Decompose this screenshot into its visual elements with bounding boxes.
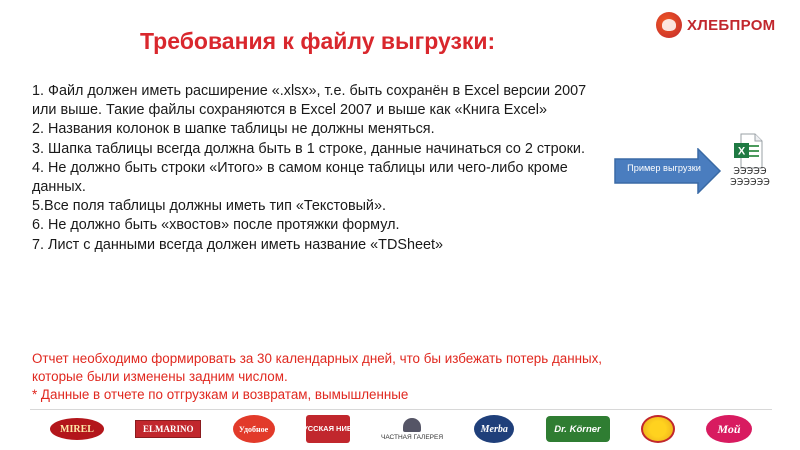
svg-text:X: X: [737, 145, 746, 158]
requirement-item: 4. Не должно быть строки «Итого» в самом конце таблицы или чего-либо кроме данных.: [32, 159, 568, 196]
file-caption: ЭЭЭЭЭ ЭЭЭЭЭЭ: [730, 166, 770, 188]
brand-strip: [30, 412, 772, 446]
brand-elmarino: [135, 420, 201, 438]
requirement-item: 3. Шапка таблицы всегда должна быть в 1 строке, данные начинаться со 2 строки.: [32, 140, 585, 157]
brand-dr-korner-text: Dr. Körner: [554, 423, 601, 435]
brand-dr-korner: [546, 416, 610, 442]
requirements-list: [32, 82, 602, 255]
requirement-item: 5.Все поля таблицы должны иметь тип «Текстовый».: [32, 198, 386, 215]
example-label: Пример выгрузки: [627, 163, 701, 173]
brand-chastnaya-galereya-text: ЧАСТНАЯ ГАЛЕРЕЯ: [380, 433, 444, 441]
requirement-item: 1. Файл должен иметь расширение «.xlsx», т.е. быть сохранён в Excel версии 2007 или выше. Такие файлы сохраняются в Excel 2007 и выше как «Книга Excel»: [32, 83, 587, 119]
brand-elmarino-text: ELMARINO: [142, 424, 194, 434]
brand-merba-text: Merba: [480, 423, 508, 435]
brand-udobnoe-text: Удобное: [238, 424, 269, 434]
logo-text: ХЛЕБПРОМ: [687, 16, 776, 34]
report-note: [32, 350, 632, 403]
note-line: * Данные в отчете по отгрузкам и возвратам, вымышленные: [32, 386, 409, 402]
brand-russkaya-niva-text: РУССКАЯ НИВА: [298, 424, 358, 433]
brand-udobnoe: [233, 415, 275, 443]
requirement-item: 2. Названия колонок в шапке таблицы не должны меняться.: [32, 121, 435, 138]
note-line: Отчет необходимо формировать за 30 календарных дней, что бы избежать потерь данных, которые были изменены задним числом.: [32, 351, 603, 384]
brand-merba: [474, 415, 514, 443]
brand-yellow-snack: [641, 415, 675, 443]
gallery-cap-icon: [403, 418, 421, 432]
footer-divider: [30, 409, 772, 410]
excel-file-icon[interactable]: [733, 133, 763, 169]
hlebprom-logo-icon: [656, 12, 682, 38]
company-logo: [656, 12, 775, 38]
brand-moi: [706, 415, 752, 443]
brand-mirel: [50, 418, 104, 440]
page-title: Требования к файлу выгрузки:: [140, 28, 496, 54]
requirement-item: 7. Лист с данными всегда должен иметь название «TDSheet»: [32, 236, 443, 253]
brand-russkaya-niva: [298, 415, 358, 443]
example-arrow[interactable]: [614, 148, 722, 194]
requirement-item: 6. Не должно быть «хвостов» после протяжки формул.: [32, 217, 400, 234]
brand-mirel-text: MIREL: [60, 423, 94, 435]
brand-chastnaya-galereya: [381, 415, 443, 443]
brand-moi-text: Мой: [717, 421, 741, 436]
